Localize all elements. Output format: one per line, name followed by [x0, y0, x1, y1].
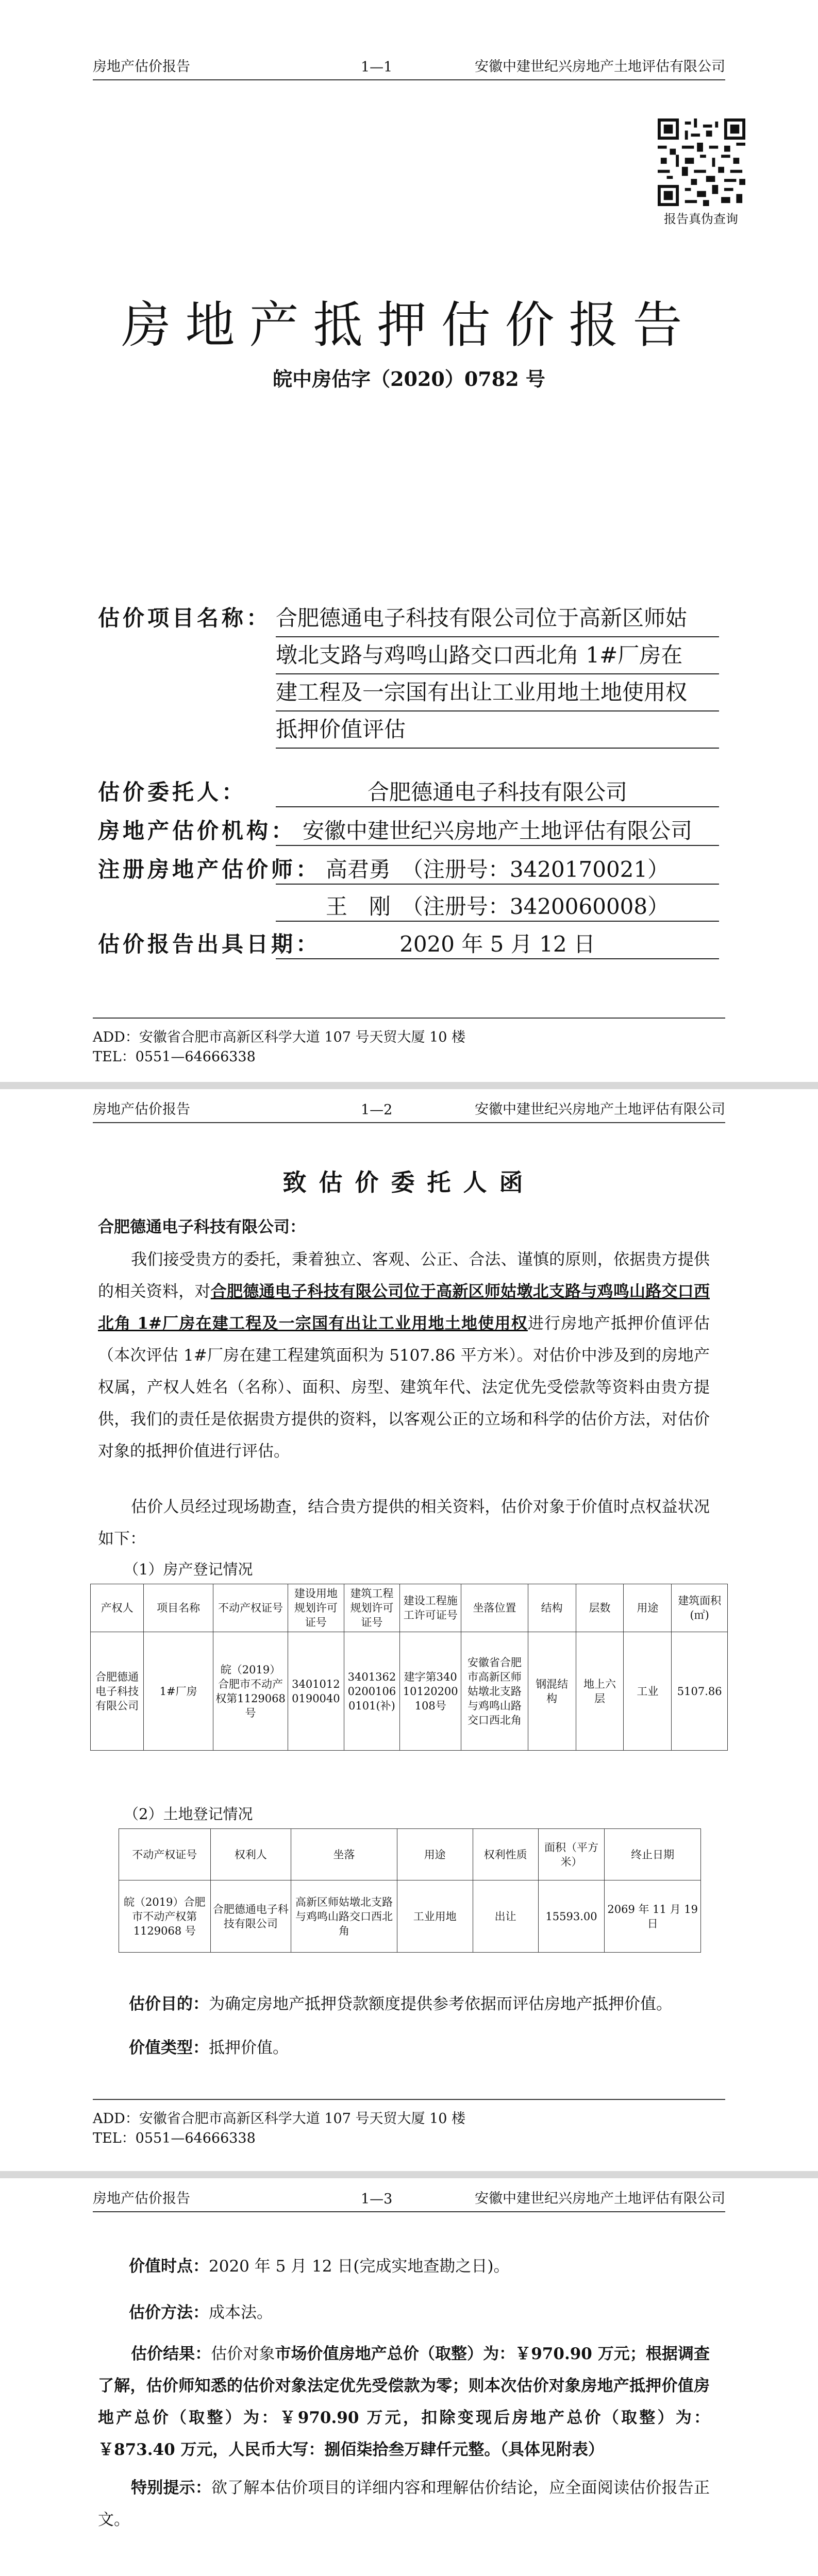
header-right: 安徽中建世纪兴房地产土地评估有限公司: [475, 1101, 725, 1117]
table-cell: 皖（2019）合肥市不动产权第1129068号: [213, 1632, 288, 1751]
project-line: 建工程及一宗国有出让工业用地土地使用权: [276, 674, 719, 711]
header-page-number: 1—2: [361, 1102, 393, 1118]
table-cell: 建字第34010120200108号: [400, 1632, 461, 1751]
page-footer: [93, 2099, 725, 2148]
value-type-row: [129, 2032, 710, 2064]
table-header-cell: 用途: [624, 1584, 672, 1632]
table-header-cell: 面积（平方米）: [538, 1829, 605, 1880]
table-header-cell: 坐落: [291, 1829, 397, 1880]
valuation-date-row: [129, 2250, 710, 2282]
purpose-value: 为确定房地产抵押贷款额度提供参考依据而评估房地产抵押价值。: [209, 1995, 672, 2013]
table1-caption: （1）房产登记情况: [124, 1561, 253, 1578]
result-label: 估价结果：: [131, 2345, 211, 2363]
table-header-cell: 建设工程施工许可证号: [400, 1584, 461, 1632]
agency-value: 安徽中建世纪兴房地产土地评估有限公司: [276, 814, 719, 846]
table-header-cell: 产权人: [91, 1584, 144, 1632]
table-header-row: [91, 1584, 728, 1632]
para1-subject: 合肥德通电子科技有限公司位于高新区师姑墩北支路与鸡鸣山路交口西北角 1#厂房在建工程及一宗国有出让工业用地土地使用权: [98, 1282, 710, 1333]
appraiser-label: 注册房地产估价师：: [98, 857, 321, 882]
project-value: [276, 600, 719, 749]
table-header-cell: 建筑面积(㎡): [672, 1584, 728, 1632]
table-header-cell: 结构: [528, 1584, 576, 1632]
appraiser-value: 王 刚 （注册号：3420060008）: [276, 890, 719, 922]
table-cell: 2069 年 11 月 19 日: [605, 1880, 701, 1953]
table-header-cell: 建筑工程规划许可证号: [344, 1584, 400, 1632]
page-header: [93, 2189, 725, 2212]
client-row: [98, 775, 737, 806]
project-line: 合肥德通电子科技有限公司位于高新区师姑: [276, 600, 719, 637]
project-line: 抵押价值评估: [276, 711, 719, 749]
report-title: 房地产抵押估价报告: [121, 296, 697, 354]
table-header-cell: 终止日期: [605, 1829, 701, 1880]
table-header-cell: 建设用地规划许可证号: [288, 1584, 344, 1632]
page-cover: [0, 0, 818, 1082]
result-text: 估价对象: [211, 2345, 275, 2363]
page-header: [93, 57, 725, 80]
table-cell: 合肥德通电子科技有限公司: [91, 1632, 144, 1751]
header-page-number: 1—1: [361, 59, 393, 75]
date-row: [98, 927, 737, 958]
table-header-cell: 不动产权证号: [213, 1584, 288, 1632]
qr-code-icon[interactable]: [658, 118, 745, 206]
method-value: 成本法。: [209, 2303, 273, 2322]
land-registration-table: [119, 1828, 701, 1953]
footer-address: ADD：安徽省合肥市高新区科学大道 107 号天贸大厦 10 楼: [93, 1029, 466, 1045]
table-cell: 工业用地: [397, 1880, 473, 1953]
header-left: 房地产估价报告: [93, 59, 190, 75]
notes-value: 欲了解本估价项目的详细内容和理解估价结论，应全面阅读估价报告正文。: [98, 2479, 710, 2529]
date-label: 估价报告出具日期：: [98, 931, 321, 957]
result-paragraph: [98, 2338, 710, 2466]
footer-tel: TEL：0551—64666338: [93, 2130, 256, 2146]
header-right: 安徽中建世纪兴房地产土地评估有限公司: [475, 2191, 725, 2207]
page-letter: [0, 1089, 818, 2171]
table-cell: 出让: [473, 1880, 538, 1953]
para1-text-rest: 进行房地产抵押价值评估（本次评估 1#厂房在建工程建筑面积为 5107.86 平方米）。对估价中涉及到的房地产权属，产权人姓名（名称）、面积、房型、建筑年代、法定优先受偿款等资料由贵方提供，我们的责任是依据贵方提供的资料，以客观公正的立场和科学的估价方法，对估价对象的抵押价值进行评估。: [98, 1314, 710, 1461]
table-cell: 地上六层: [576, 1632, 624, 1751]
table2-caption: （2）土地登记情况: [124, 1805, 253, 1823]
table-header-cell: 权利性质: [473, 1829, 538, 1880]
footer-address: ADD：安徽省合肥市高新区科学大道 107 号天贸大厦 10 楼: [93, 2111, 466, 2127]
page-letter-continued: [0, 2178, 818, 2576]
project-label: 估价项目名称：: [98, 605, 272, 631]
valuation-date-value: 2020 年 5 月 12 日(完成实地查勘之日)。: [209, 2257, 510, 2276]
table-cell: 皖（2019）合肥市不动产权第 1129068 号: [119, 1880, 211, 1953]
method-label: 估价方法：: [129, 2303, 209, 2322]
table-cell: 5107.86: [672, 1632, 728, 1751]
table-cell: 钢混结构: [528, 1632, 576, 1751]
table-row: [91, 1632, 728, 1751]
letter-paragraph-1: [98, 1244, 710, 1467]
letter-addressee: 合肥德通电子科技有限公司：: [98, 1218, 306, 1236]
report-code: 皖中房估字（2020）0782 号: [273, 367, 545, 391]
header-left: 房地产估价报告: [93, 2191, 190, 2207]
date-value: 2020 年 5 月 12 日: [276, 927, 719, 959]
appraiser-value: 高君勇 （注册号：3420170021）: [276, 853, 719, 885]
table-header-cell: 不动产权证号: [119, 1829, 211, 1880]
footer-tel: TEL：0551—64666338: [93, 1049, 256, 1065]
method-row: [129, 2297, 710, 2329]
house-registration-table: [90, 1584, 728, 1751]
table-header-cell: 坐落位置: [461, 1584, 528, 1632]
table-cell: 340136202001060101(补): [344, 1632, 400, 1751]
table-cell: 1#厂房: [144, 1632, 213, 1751]
page-separator: [0, 2171, 818, 2178]
table-header-row: [119, 1829, 701, 1880]
value-type-label: 价值类型：: [129, 2039, 209, 2057]
table-header-cell: 层数: [576, 1584, 624, 1632]
letter-paragraph-2: 估价人员经过现场勘查，结合贵方提供的相关资料，估价对象于价值时点权益状况如下：: [98, 1498, 710, 1548]
purpose-label: 估价目的：: [129, 1995, 209, 2013]
appraiser-row: [98, 853, 737, 919]
client-value: 合肥德通电子科技有限公司: [276, 775, 719, 807]
notes-paragraph: [98, 2472, 710, 2536]
page-header: [93, 1099, 725, 1123]
agency-row: [98, 814, 737, 845]
letter-title: 致估价委托人函: [282, 1168, 536, 1196]
table-cell: 合肥德通电子科技有限公司: [210, 1880, 291, 1953]
table-cell: 高新区师姑墩北支路与鸡鸣山路交口西北角: [291, 1880, 397, 1953]
project-line: 墩北支路与鸡鸣山路交口西北角 1#厂房在: [276, 637, 719, 674]
value-type-value: 抵押价值。: [209, 2039, 289, 2057]
header-right: 安徽中建世纪兴房地产土地评估有限公司: [475, 59, 725, 75]
result-value: 市场价值房地产总价（取整）为：￥970.90 万元；根据调查了解，估价师知悉的估价对象法定优先受偿款为零；则本次估价对象房地产抵押价值房地产总价（取整）为：￥970.90 万元，扣除变现后房地产总价（取整）为：￥873.40 万元，人民币大写：捌佰柒拾叁万肆仟元整。（具体见附表）: [98, 2345, 710, 2459]
table-header-cell: 项目名称: [144, 1584, 213, 1632]
valuation-date-label: 价值时点：: [129, 2257, 209, 2276]
para1-text: 我们接受贵方的委托，秉着独立、客观、公正、合法、谨慎的原则，依据贵方提供的相关资料，对: [98, 1250, 710, 1301]
page-footer: [93, 1018, 725, 1067]
table-header-cell: 用途: [397, 1829, 473, 1880]
agency-label: 房地产估价机构：: [98, 818, 296, 843]
header-page-number: 1—3: [361, 2191, 393, 2207]
purpose-row: [129, 1988, 710, 2020]
table-header-cell: 权利人: [210, 1829, 291, 1880]
client-label: 估价委托人：: [98, 779, 247, 805]
notes-label: 特别提示：: [131, 2479, 211, 2497]
page-separator: [0, 1082, 818, 1089]
qr-caption: 报告真伪查询: [664, 212, 738, 226]
table-cell: 34010120190040: [288, 1632, 344, 1751]
table-cell: 工业: [624, 1632, 672, 1751]
table-row: [119, 1880, 701, 1953]
header-left: 房地产估价报告: [93, 1101, 190, 1117]
table-cell: 安徽省合肥市高新区师姑墩北支路与鸡鸣山路交口西北角: [461, 1632, 528, 1751]
table-cell: 15593.00: [538, 1880, 605, 1953]
